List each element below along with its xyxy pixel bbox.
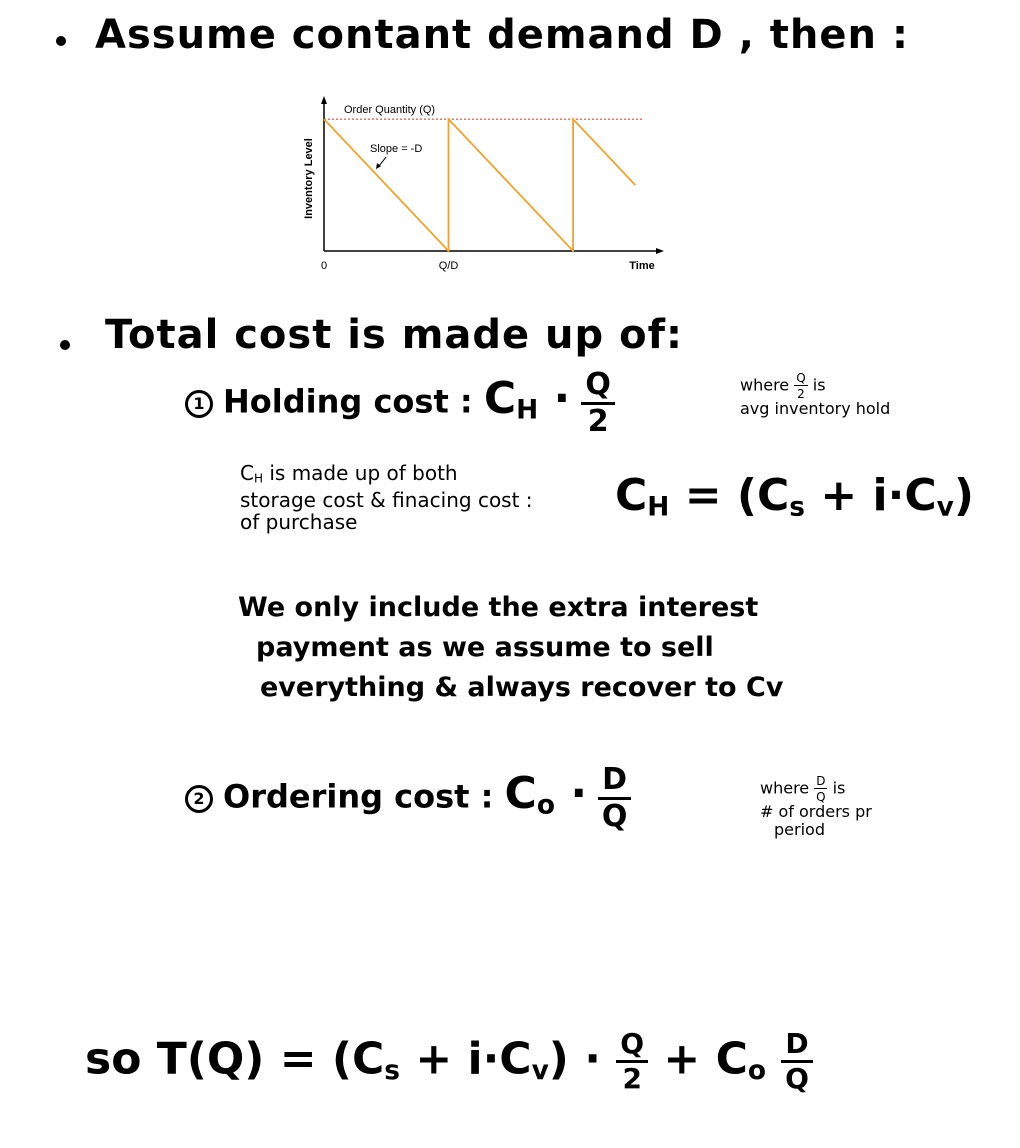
ordering-cost-note: where $\frac{D}{Q}$ is # of orders pr period — [760, 774, 872, 839]
final-fraction-d-over-q: $\frac{D}{Q}$ — [781, 1030, 812, 1093]
item-number-2: 2 — [185, 785, 213, 813]
ordering-cost-fraction: $\frac{D}{Q}$ — [598, 765, 631, 832]
holding-cost-formula: $C_H$ · — [483, 372, 571, 425]
inventory-sawtooth-chart — [295, 92, 675, 282]
bullet — [56, 36, 66, 46]
assumption-heading: Assume contant demand D , then : — [95, 12, 909, 58]
total-cost-heading: Total cost is made up of: — [105, 312, 683, 358]
total-cost-formula: so $T(Q) = (C_s + i\cdot C_v)$ · $\frac{Q}{2}$ + $C_o$ $\frac{D}{Q}$ — [85, 1030, 813, 1093]
slope-annotation: Slope = -D — [370, 143, 423, 156]
interest-note: We only include the extra interest payment as we assume to sell everything & always recover to Cv — [238, 592, 784, 703]
x-tick-label-1: Q/D — [438, 260, 459, 272]
final-fraction-q-over-2: $\frac{Q}{2}$ — [616, 1030, 648, 1093]
ch-formula: $C_H = (C_s + i\cdot C_v)$ — [615, 470, 974, 523]
ordering-cost-formula: $C_o$ · — [504, 767, 588, 820]
order-quantity-label: Order Quantity (Q) — [344, 104, 436, 117]
holding-cost-note: where $\frac{Q}{2}$ is avg inventory hold — [740, 371, 891, 418]
ch-description: $C_H$ is made up of both storage cost & finacing cost : of purchase — [240, 461, 533, 535]
ordering-cost-line — [185, 762, 631, 834]
y-axis-label: Inventory Level — [303, 138, 315, 219]
x-tick-label-0: 0 — [320, 260, 328, 272]
holding-cost-fraction: $\frac{Q}{2}$ — [581, 370, 615, 437]
x-axis-label: Time — [629, 260, 655, 272]
ordering-cost-label: Ordering cost : — [223, 777, 494, 816]
y-axis-arrow — [321, 96, 327, 104]
inventory-series-line — [324, 119, 635, 251]
holding-cost-line — [185, 367, 615, 439]
bullet — [60, 340, 70, 350]
item-number-1: 1 — [185, 390, 213, 418]
holding-cost-label: Holding cost : — [223, 382, 473, 421]
x-axis-arrow — [656, 248, 664, 254]
